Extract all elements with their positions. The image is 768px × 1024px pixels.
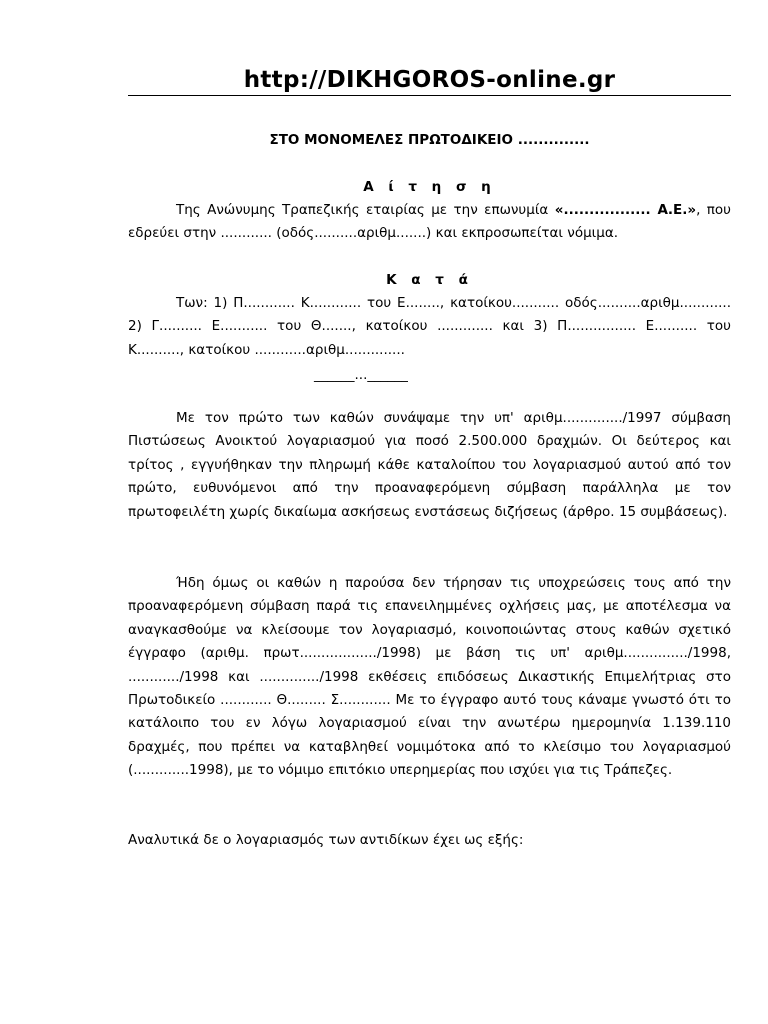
- intro-before: Της Ανώνυμης Τραπεζικής εταιρίας με την επωνυμία: [176, 202, 555, 218]
- paragraph-account-details: [128, 829, 731, 852]
- against-text: Των: 1) Π............ Κ............ του Ε........, κατοίκου........... οδός..........αριθμ............ 2) Γ.......... Ε........... του Θ......., κατοίκου ............. και 3) Π................ Ε.......... του Κ.........., κατοίκου ............αριθμ..............: [128, 295, 731, 358]
- court-title: ΣΤΟ ΜΟΝΟΜΕΛΕΣ ΠΡΩΤΟΔΙΚΕΙΟ ..............: [269, 132, 590, 148]
- paragraph-text: Αναλυτικά δε ο λογαριασμός των αντιδίκων έχει ως εξής:: [128, 832, 524, 848]
- intro-after: , που εδρεύει στην ............ (οδός..........αριθμ.......) και εκπροσωπείται νόμιμα.: [128, 202, 731, 242]
- intro-text: [128, 199, 731, 246]
- request-heading: Α ί τ η σ η: [363, 179, 496, 195]
- against-paragraph: [128, 292, 731, 362]
- company-name: «................. Α.Ε.»: [554, 202, 697, 218]
- paragraph-account-closure: [128, 572, 731, 783]
- against-heading: Κ α τ ά: [386, 272, 473, 288]
- intro-paragraph: [128, 199, 731, 246]
- paragraph-contract: [128, 407, 731, 524]
- section-separator: ______...______: [314, 367, 408, 383]
- header-divider: [128, 95, 731, 96]
- paragraph-text: Ήδη όμως οι καθών η παρούσα δεν τήρησαν τις υποχρεώσεις τους από την προαναφερόμενη σύμβαση παρά τις επανειλημμένες οχλήσεις μας, με αποτέλεσμα να αναγκασθούμε να κλείσουμε τον λογαριασμό, κοινοποιώντας στους καθών σχετικό έγγραφο (αριθμ. πρωτ................../1998) με βάση τις υπ' αριθμ.............../1998, ............/1998 και ............../1998 εκθέσεις επιδόσεως Δικαστικής Επιμελήτριας στο Πρωτοδικείο ............ Θ......... Σ............ Με το έγγραφο αυτό τους κάναμε γνωστό ότι το κατάλοιπο του εν λόγω λογαριασμού είναι την ανωτέρω ημερομηνία 1.139.110 δραχμές, που πρέπει να καταβληθεί νομιμότοκα από το κλείσιμο του λογαριασμού (.............1998), με το νόμιμο επιτόκιο υπερημερίας που ισχύει για τις Τράπεζες.: [128, 575, 731, 779]
- site-url-header[interactable]: http://DIKHGOROS-online.gr: [243, 67, 616, 93]
- paragraph-text: Με τον πρώτο των καθών συνάψαμε την υπ' αριθμ............../1997 σύμβαση Πιστώσεως Ανοικτού λογαριασμού για ποσό 2.500.000 δραχμών. Οι δεύτερος και τρίτος , εγγυήθηκαν την πληρωμή κάθε καταλοίπου του λογαριασμού αυτού από τον πρώτο, ευθυνόμενοι από την προαναφερόμενη σύμβαση παράλληλα με τον πρωτοφειλέτη χωρίς δικαίωμα ασκήσεως ενστάσεως διζήσεως (άρθρο. 15 συμβάσεως).: [128, 410, 731, 520]
